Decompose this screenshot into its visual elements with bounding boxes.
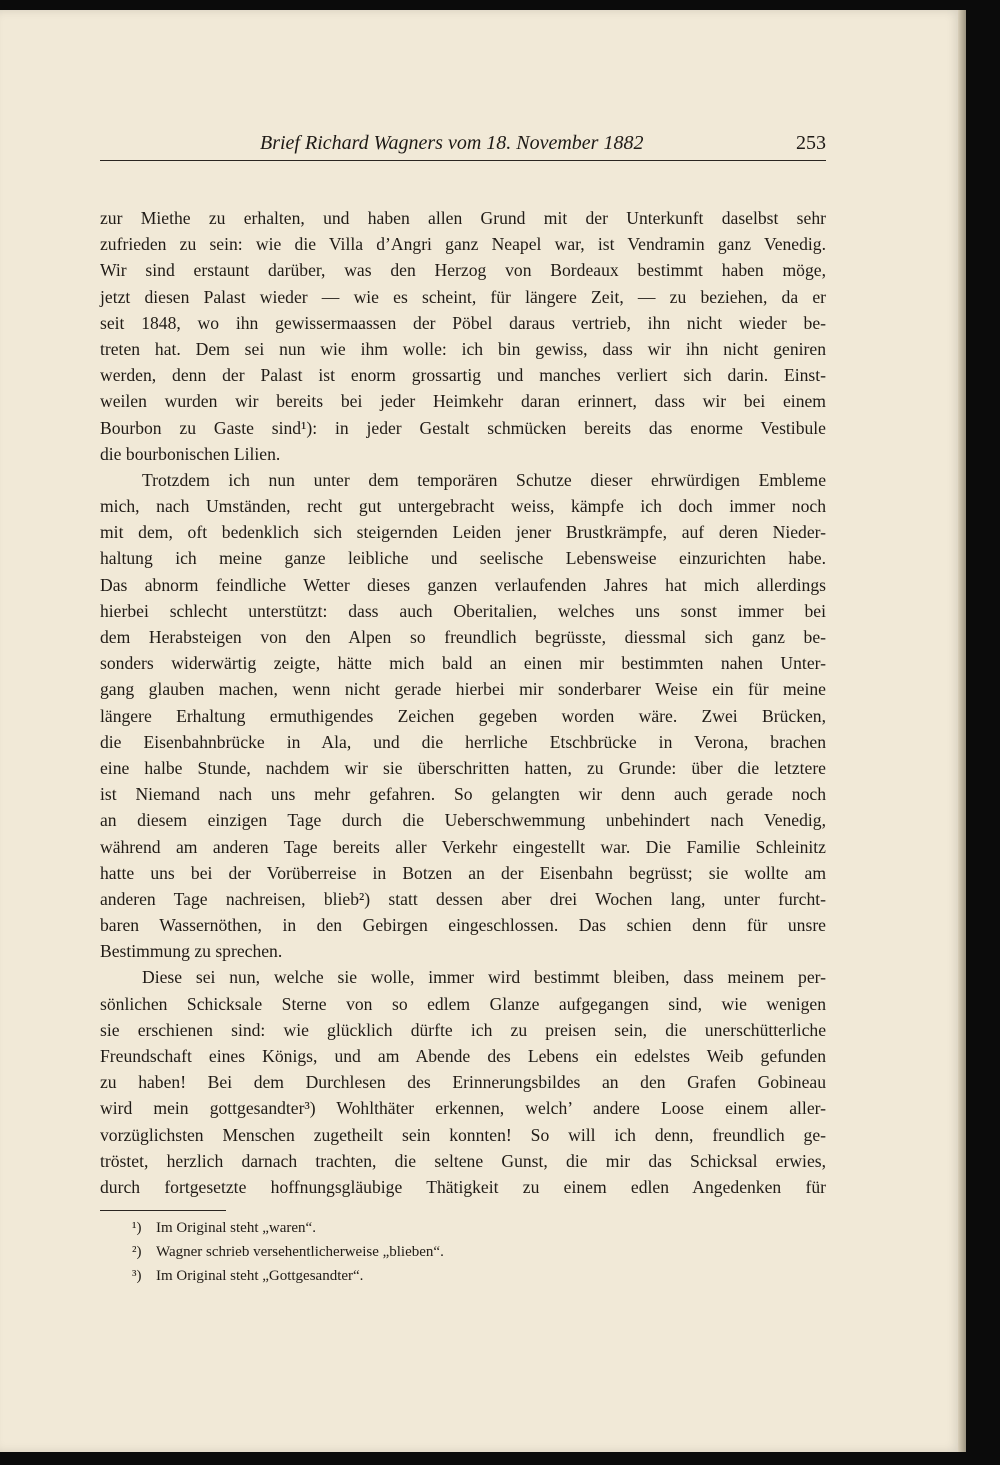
page-number: 253 [796, 132, 826, 154]
text-line: baren Wassernöthen, in den Gebirgen eingeschlossen. Das schien denn für unsre [100, 915, 826, 936]
text-line: anderen Tage nachreisen, blieb²) statt dessen aber drei Wochen lang, unter furcht- [100, 888, 826, 909]
text-line: Freundschaft eines Königs, und am Abende des Lebens ein edelstes Weib gefunden [100, 1046, 826, 1066]
page-edge [958, 10, 966, 1452]
text-line: dem Herabsteigen von den Alpen so freundlich begrüsste, diessmal sich ganz be- [100, 627, 826, 647]
footnote [132, 1240, 732, 1264]
footnote-marker: ¹) [132, 1220, 142, 1236]
footnote-text: Wagner schrieb versehentlicherweise „blieben“. [156, 1244, 444, 1260]
text-line: Wir sind erstaunt darüber, was den Herzog von Bordeaux bestimmt haben möge, [100, 260, 826, 281]
footnote-text: Im Original steht „waren“. [156, 1220, 316, 1236]
text-line: zu haben! Bei dem Durchlesen des Erinnerungsbildes an den Grafen Gobineau [100, 1072, 826, 1093]
text-line: seit 1848, wo ihn gewissermaassen der Pöbel daraus vertrieb, ihn nicht wieder be- [100, 312, 826, 333]
text-line: eine halbe Stunde, nachdem wir sie überschritten hatten, zu Grunde: über die letztere [100, 757, 826, 778]
text-line: sie erschienen sind: wie glücklich dürfte ich zu preisen sein, die unerschütterliche [100, 1019, 826, 1040]
text-line: an diesem einzigen Tage durch die Ueberschwemmung unbehindert nach Venedig, [100, 810, 826, 831]
text-line: gang glauben machen, wenn nicht gerade hierbei mir sonderbarer Weise ein für meine [100, 679, 826, 700]
text-line: durch fortgesetzte hoffnungsgläubige Thätigkeit zu einem edlen Angedenken für [100, 1176, 826, 1197]
text-line: längere Erhaltung ermuthigendes Zeichen gegeben worden wäre. Zwei Brücken, [100, 705, 826, 726]
footnote [132, 1216, 732, 1240]
text-line: vorzüglichsten Menschen zugetheilt sein konnten! So will ich denn, freundlich ge- [100, 1124, 826, 1145]
text-line: hatte uns bei der Vorüberreise in Botzen an der Eisenbahn begrüsst; sie wollte am [100, 862, 826, 883]
text-line: mit dem, oft bedenklich sich steigernden Leiden jener Brustkrämpfe, auf deren Nieder- [100, 522, 826, 543]
footnote-marker: ³) [132, 1268, 142, 1284]
text-line: jetzt diesen Palast wieder — wie es scheint, für längere Zeit, — zu beziehen, da er [100, 286, 826, 307]
body-text [100, 205, 826, 1200]
running-header [100, 130, 826, 161]
text-line: die bourbonischen Lilien. [100, 443, 281, 464]
footnote [132, 1264, 732, 1288]
text-line: Bestimmung zu sprechen. [100, 941, 283, 962]
text-line: tröstet, herzlich darnach trachten, die seltene Gunst, die mir das Schicksal erwies, [100, 1150, 826, 1171]
text-line: zur Miethe zu erhalten, und haben allen Grund mit der Unterkunft daselbst sehr [100, 208, 826, 228]
footnotes [132, 1216, 732, 1288]
text-line: während am anderen Tage bereits aller Verkehr eingestellt war. Die Familie Schleinitz [100, 836, 826, 857]
text-line: sönlichen Schicksale Sterne von so edlem Glanze aufgegangen sind, wie wenigen [100, 993, 826, 1014]
text-line: werden, denn der Palast ist enorm grossartig und manches verliert sich darin. Einst- [100, 365, 826, 386]
text-line: haltung ich meine ganze leibliche und seelische Lebensweise einzurichten habe. [100, 548, 826, 569]
text-line: Diese sei nun, welche sie wolle, immer wird bestimmt bleiben, dass meinem per- [142, 967, 826, 988]
text-line: mich, nach Umständen, recht gut untergebracht weiss, kämpfe ich doch immer noch [100, 496, 826, 517]
footnote-text: Im Original steht „Gottgesandter“. [156, 1268, 364, 1284]
footnote-divider [100, 1210, 226, 1211]
text-line: zufrieden zu sein: wie die Villa d’Angri ganz Neapel war, ist Vendramin ganz Venedig. [100, 234, 826, 255]
text-line: weilen wurden wir bereits bei jeder Heimkehr daran erinnert, dass wir bei einem [100, 391, 826, 412]
text-line: Trotzdem ich nun unter dem temporären Schutze dieser ehrwürdigen Embleme [142, 469, 826, 490]
footnote-marker: ²) [132, 1244, 142, 1260]
text-line: wird mein gottgesandter³) Wohlthäter erkennen, welch’ andere Loose einem aller- [100, 1098, 826, 1119]
text-line: hierbei schlecht unterstützt: dass auch Oberitalien, welches uns sonst immer bei [100, 600, 826, 621]
text-line: die Eisenbahnbrücke in Ala, und die herrliche Etschbrücke in Verona, brachen [100, 731, 826, 752]
text-line: sonders widerwärtig zeigte, hätte mich bald an einen mir bestimmten nahen Unter- [100, 653, 826, 674]
text-line: Das abnorm feindliche Wetter dieses ganzen verlaufenden Jahres hat mich allerdings [100, 574, 826, 595]
text-line: ist Niemand nach uns mehr gefahren. So gelangten wir denn auch gerade noch [100, 784, 826, 805]
running-title: Brief Richard Wagners vom 18. November 1882 [260, 132, 644, 154]
text-line: treten hat. Dem sei nun wie ihm wolle: ich bin gewiss, dass wir ihn nicht geniren [100, 338, 826, 359]
text-line: Bourbon zu Gaste sind¹): in jeder Gestalt schmücken bereits das enorme Vestibule [100, 417, 826, 438]
